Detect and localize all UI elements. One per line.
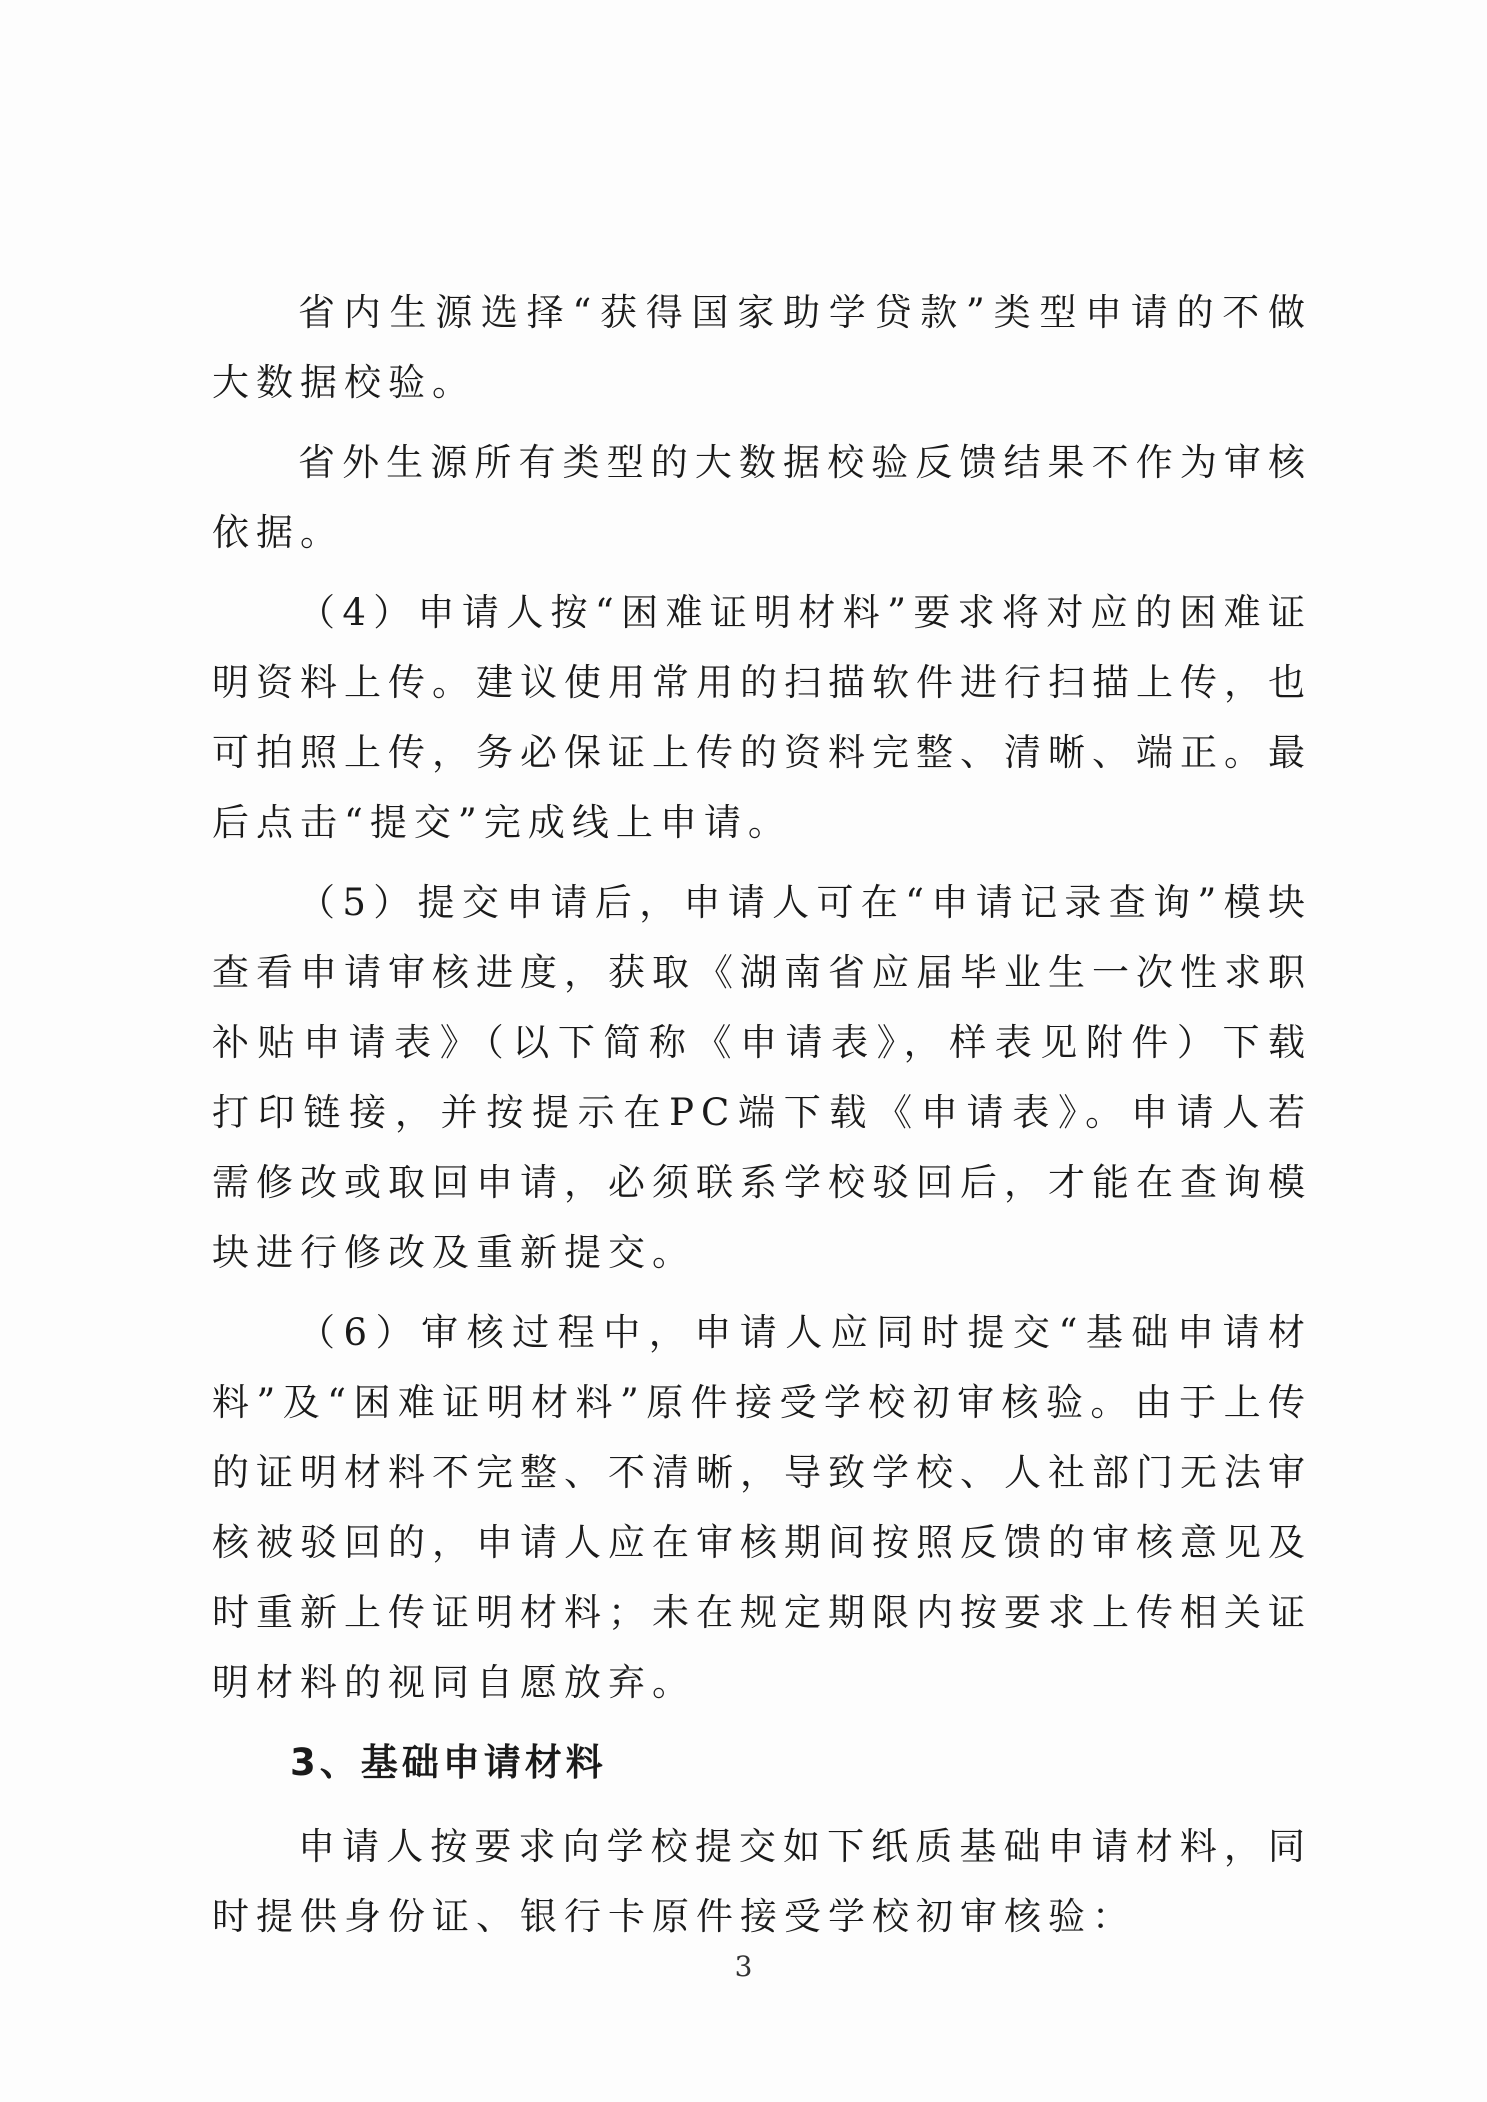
paragraph-out-of-province: 省外生源所有类型的大数据校验反馈结果不作为审核依据。 [212,441,1312,554]
section-heading: 3、基础申请材料 [290,1741,607,1784]
paragraph-step-4: （4）申请人按“困难证明材料”要求将对应的困难证明资料上传。建议使用常用的扫描软件进行扫描上传，也可拍照上传，务必保证上传的资料完整、清晰、端正。最后点击“提交”完成线上申请。 [212,591,1312,844]
paragraph-step-6: （6）审核过程中，申请人应同时提交“基础申请材料”及“困难证明材料”原件接受学校初审核验。由于上传的证明材料不完整、不清晰，导致学校、人社部门无法审核被驳回的，申请人应在审核期间按照反馈的审核意见及时重新上传证明材料；未在规定期限内按要求上传相关证明材料的视同自愿放弃。 [212,1311,1312,1704]
document-body [212,278,1312,1972]
paragraph-big-data-exemption: 省内生源选择“获得国家助学贷款”类型申请的不做大数据校验。 [212,291,1312,404]
page-number: 3 [734,1950,753,1983]
paragraph-basic-materials: 申请人按要求向学校提交如下纸质基础申请材料，同时提供身份证、银行卡原件接受学校初审核验： [212,1825,1312,1938]
paragraph-step-5: （5）提交申请后，申请人可在“申请记录查询”模块查看申请审核进度，获取《湖南省应届毕业生一次性求职补贴申请表》（以下简称《申请表》，样表见附件）下载打印链接，并按提示在PC端下载《申请表》。申请人若需修改或取回申请，必须联系学校驳回后，才能在查询模块进行修改及重新提交。 [212,881,1312,1274]
